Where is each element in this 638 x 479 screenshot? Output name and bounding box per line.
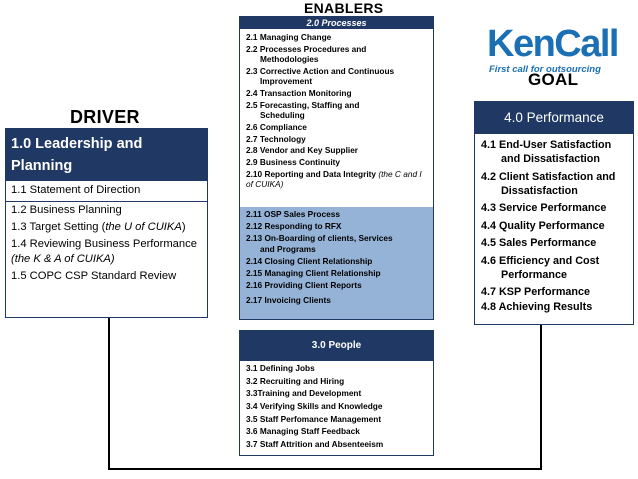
logo-wordmark: KenCall [487,23,618,65]
list-item: 2.15 Managing Client Relationship [246,267,381,278]
goal-panel [474,101,634,325]
driver-list [6,181,207,285]
list-item: 3.5 Staff Perfomance Management [246,413,382,424]
driver-header: 1.0 Leadership and Planning [6,129,207,181]
list-item: 4.7 KSP Performance [481,286,591,298]
list-item: 2.14 Closing Client Relationship [246,255,373,266]
goal-header: 4.0 Performance [475,102,633,134]
list-item: 2.9 Business Continuity [246,157,341,167]
driver-panel [5,128,208,318]
processes-list [240,30,433,207]
list-item: 1.3 Target Setting (the U of CUIKA) [11,221,186,233]
list-item: 2.7 Technology [246,133,306,144]
list-item: 2.11 OSP Sales Process [246,209,340,219]
list-item: 4.6 Efficiency and Cost Performance [481,254,600,281]
goal-list [475,138,633,317]
people-header: 3.0 People [240,331,433,361]
list-item: 4.1 End-User Satisfaction and Dissatisfaction [481,139,612,165]
goal-heading: GOAL [528,70,579,89]
list-item: 2.3 Corrective Action and Continuous Improvement [246,65,395,87]
list-item: 4.4 Quality Performance [481,219,605,232]
list-item: 3.4 Verifying Skills and Knowledge [246,401,383,412]
people-list [240,363,433,452]
list-item: 4.5 Sales Performance [481,237,597,249]
client-processes-section [240,207,433,319]
list-item: 2.17 Invoicing Clients [246,295,331,305]
list-item: 3.2 Recruiting and Hiring [246,375,345,386]
list-item: 2.5 Forecasting, Staffing and Scheduling [246,99,360,121]
list-item: 2.10 Reporting and Data Integrity (the C and I of CUIKA) [246,168,422,190]
processes-panel [239,16,434,320]
list-item: 2.8 Vendor and Key Supplier [246,145,359,156]
list-item: 3.1 Defining Jobs [246,363,315,373]
list-item: 2.4 Transaction Monitoring [246,88,352,99]
list-item: 3.7 Staff Attrition and Absenteeism [246,439,384,450]
driver-heading: DRIVER [70,107,140,127]
connector-goal-down [540,325,542,470]
list-item: 3.6 Managing Staff Feedback [246,426,360,437]
logo-tagline: First call for outsourcing [489,64,601,75]
people-panel [239,330,434,456]
connector-driver-down [108,318,110,470]
list-item: 2.12 Responding to RFX [246,221,342,231]
processes-header: 2.0 Processes [240,17,433,29]
list-item: 4.2 Client Satisfaction and Dissatisfaction [481,170,616,197]
list-item: 2.16 Providing Client Reports [246,279,362,290]
kencall-logo [487,20,635,75]
list-item: 1.5 COPC CSP Standard Review [11,270,177,282]
connector-bottom [108,468,542,470]
list-item: 2.13 On-Boarding of clients, Services and Programs [246,233,393,254]
list-item: 1.1 Statement of Direction [6,181,207,202]
list-item: 4.3 Service Performance [481,202,607,214]
list-item: 1.4 Reviewing Business Performance (the K & A of CUIKA) [11,238,197,265]
list-item: 1.2 Business Planning [11,204,122,216]
list-item: 3.3Training and Development [246,388,362,399]
list-item: 2.6 Compliance [246,121,307,132]
enablers-heading: ENABLERS [304,0,384,16]
list-item: 2.1 Managing Change [246,32,332,42]
list-item: 2.2 Processes Procedures and Methodologies [246,43,367,65]
list-item: 4.8 Achieving Results [481,300,593,313]
